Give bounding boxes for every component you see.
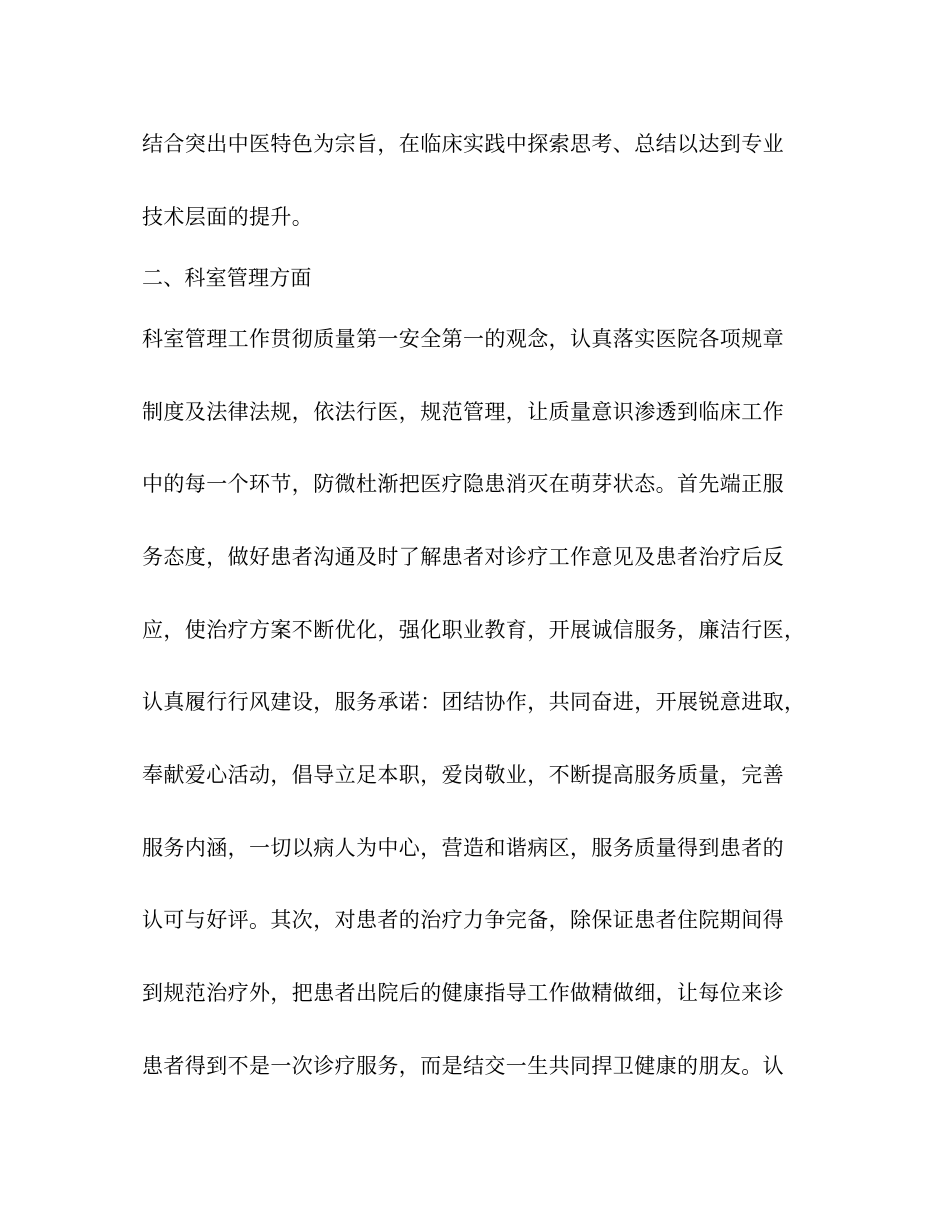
section-heading: 二、科室管理方面	[142, 266, 312, 290]
paragraph-line: 务态度，做好患者沟通及时了解患者对诊疗工作意见及患者治疗后反	[142, 545, 784, 569]
paragraph-line: 奉献爱心活动，倡导立足本职，爱岗敬业，不断提高服务质量，完善	[142, 763, 784, 787]
paragraph-line: 服务内涵，一切以病人为中心，营造和谐病区，服务质量得到患者的	[142, 836, 784, 860]
paragraph-line: 中的每一个环节，防微杜渐把医疗隐患消灭在萌芽状态。首先端正服	[142, 472, 784, 496]
paragraph-line: 应，使治疗方案不断优化，强化职业教育，开展诚信服务，廉洁行医，	[142, 618, 806, 642]
paragraph-line: 结合突出中医特色为宗旨，在临床实践中探索思考、总结以达到专业	[142, 132, 784, 156]
paragraph-line: 患者得到不是一次诊疗服务，而是结交一生共同捍卫健康的朋友。认	[142, 1054, 784, 1078]
paragraph-line: 科室管理工作贯彻质量第一安全第一的观念，认真落实医院各项规章	[142, 327, 784, 351]
paragraph-line: 认可与好评。其次，对患者的治疗力争完备，除保证患者住院期间得	[142, 908, 784, 932]
paragraph-line: 认真履行行风建设，服务承诺：团结协作，共同奋进，开展锐意进取，	[142, 690, 806, 714]
paragraph-line: 到规范治疗外，把患者出院后的健康指导工作做精做细，让每位来诊	[142, 981, 784, 1005]
paragraph-line: 技术层面的提升。	[142, 205, 314, 229]
paragraph-line: 制度及法律法规，依法行医，规范管理，让质量意识渗透到临床工作	[142, 400, 784, 424]
